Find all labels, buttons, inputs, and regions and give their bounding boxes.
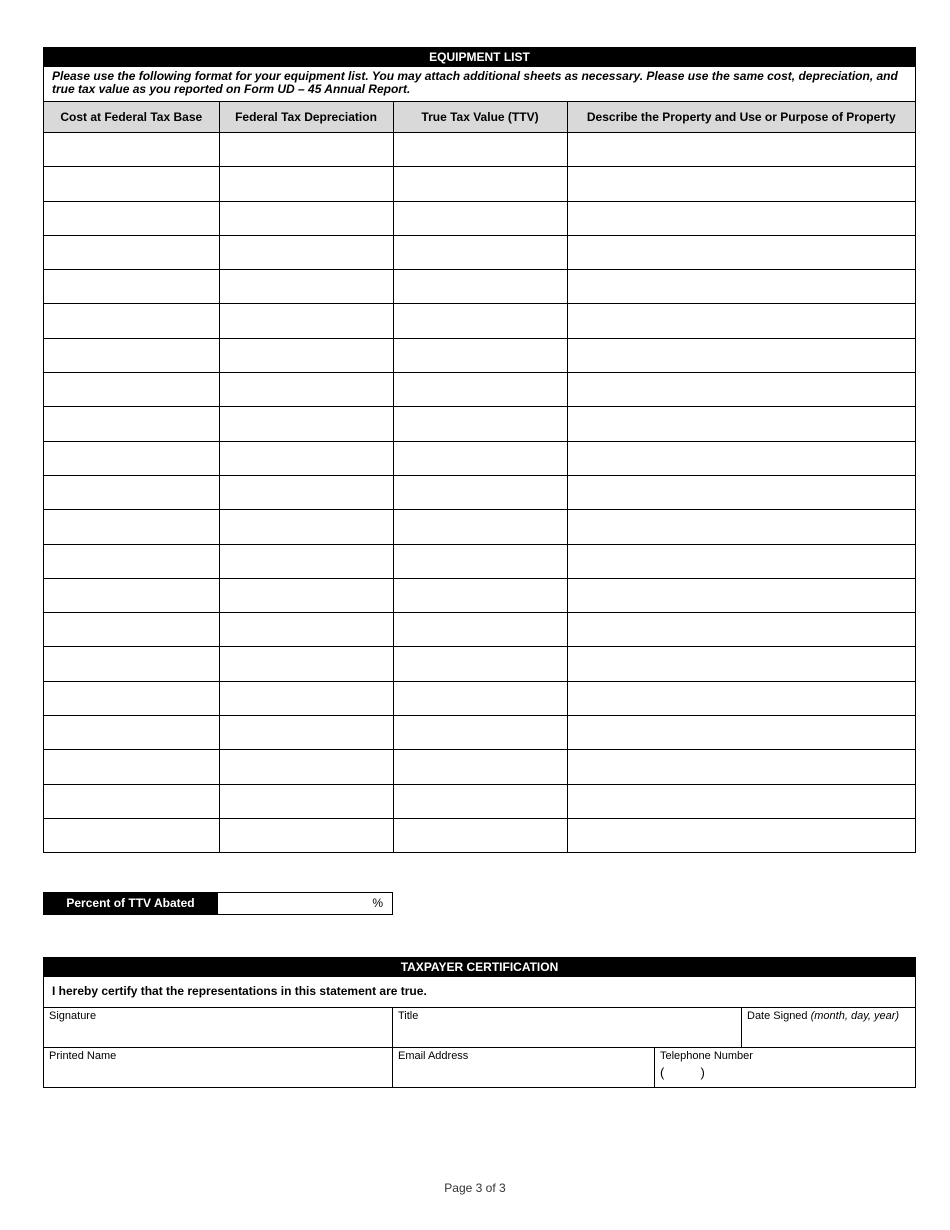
cost-cell[interactable] (44, 784, 219, 818)
column-header-description: Describe the Property and Use or Purpose of Property (567, 102, 915, 133)
ttv-cell[interactable] (393, 578, 567, 612)
cost-cell[interactable] (44, 475, 219, 509)
depreciation-cell[interactable] (219, 750, 393, 784)
description-cell[interactable] (567, 750, 915, 784)
description-cell[interactable] (567, 681, 915, 715)
depreciation-cell[interactable] (219, 716, 393, 750)
description-cell[interactable] (567, 304, 915, 338)
description-cell[interactable] (567, 201, 915, 235)
signature-label: Signature (49, 1010, 97, 1022)
date-signed-field[interactable] (741, 1008, 915, 1047)
equipment-list-title: EQUIPMENT LIST (44, 48, 915, 67)
ttv-cell[interactable] (393, 681, 567, 715)
certification-row-1 (44, 1008, 915, 1047)
printed-name-label: Printed Name (49, 1050, 117, 1062)
table-row (44, 373, 915, 407)
ttv-cell[interactable] (393, 750, 567, 784)
ttv-cell[interactable] (393, 784, 567, 818)
table-row (44, 750, 915, 784)
description-cell[interactable] (567, 716, 915, 750)
depreciation-cell[interactable] (219, 407, 393, 441)
column-header-ttv: True Tax Value (TTV) (393, 102, 567, 133)
table-row (44, 235, 915, 269)
cost-cell[interactable] (44, 338, 219, 372)
table-row (44, 681, 915, 715)
email-field[interactable] (392, 1048, 654, 1087)
cost-cell[interactable] (44, 818, 219, 852)
description-cell[interactable] (567, 818, 915, 852)
ttv-cell[interactable] (393, 647, 567, 681)
depreciation-cell[interactable] (219, 475, 393, 509)
ttv-cell[interactable] (393, 510, 567, 544)
table-row (44, 818, 915, 852)
table-row (44, 167, 915, 201)
depreciation-cell[interactable] (219, 270, 393, 304)
description-cell[interactable] (567, 407, 915, 441)
table-row (44, 475, 915, 509)
cost-cell[interactable] (44, 716, 219, 750)
depreciation-cell[interactable] (219, 681, 393, 715)
cost-cell[interactable] (44, 167, 219, 201)
table-row (44, 578, 915, 612)
table-row (44, 201, 915, 235)
description-cell[interactable] (567, 373, 915, 407)
ttv-cell[interactable] (393, 475, 567, 509)
equipment-list-instructions: Please use the following format for your equipment list. You may attach additional sheets as necessary. Please use the same cost, depreciation, and true tax value as you reported on Form UD – 45 Annual Report. (44, 67, 915, 102)
description-cell[interactable] (567, 441, 915, 475)
depreciation-cell[interactable] (219, 304, 393, 338)
percent-abated-row (43, 892, 393, 915)
cost-cell[interactable] (44, 510, 219, 544)
cost-cell[interactable] (44, 750, 219, 784)
date-format-hint: (month, day, year) (810, 1010, 900, 1022)
description-cell[interactable] (567, 544, 915, 578)
ttv-cell[interactable] (393, 407, 567, 441)
percent-abated-label: Percent of TTV Abated (43, 892, 218, 915)
depreciation-cell[interactable] (219, 373, 393, 407)
ttv-cell[interactable] (393, 441, 567, 475)
table-row (44, 784, 915, 818)
ttv-cell[interactable] (393, 270, 567, 304)
date-signed-label: Date Signed (747, 1010, 808, 1022)
table-row (44, 613, 915, 647)
depreciation-cell[interactable] (219, 613, 393, 647)
cost-cell[interactable] (44, 681, 219, 715)
ttv-cell[interactable] (393, 133, 567, 167)
cost-cell[interactable] (44, 578, 219, 612)
equipment-table (44, 102, 915, 852)
depreciation-cell[interactable] (219, 338, 393, 372)
cost-cell[interactable] (44, 407, 219, 441)
description-cell[interactable] (567, 475, 915, 509)
equipment-table-body (44, 133, 915, 853)
certification-title: TAXPAYER CERTIFICATION (44, 958, 915, 977)
cost-cell[interactable] (44, 647, 219, 681)
description-cell[interactable] (567, 784, 915, 818)
description-cell[interactable] (567, 167, 915, 201)
ttv-cell[interactable] (393, 716, 567, 750)
cost-cell[interactable] (44, 201, 219, 235)
equipment-list-section (43, 47, 916, 853)
area-code-parens: ( ) (660, 1065, 705, 1080)
description-cell[interactable] (567, 133, 915, 167)
depreciation-cell[interactable] (219, 578, 393, 612)
table-row (44, 270, 915, 304)
table-row (44, 510, 915, 544)
description-cell[interactable] (567, 647, 915, 681)
depreciation-cell[interactable] (219, 510, 393, 544)
description-cell[interactable] (567, 510, 915, 544)
ttv-cell[interactable] (393, 613, 567, 647)
page-number: Page 3 of 3 (444, 1181, 506, 1195)
cost-cell[interactable] (44, 544, 219, 578)
table-row (44, 441, 915, 475)
description-cell[interactable] (567, 338, 915, 372)
cost-cell[interactable] (44, 373, 219, 407)
description-cell[interactable] (567, 578, 915, 612)
table-row (44, 407, 915, 441)
ttv-cell[interactable] (393, 338, 567, 372)
description-cell[interactable] (567, 613, 915, 647)
depreciation-cell[interactable] (219, 167, 393, 201)
depreciation-cell[interactable] (219, 201, 393, 235)
percent-abated-field[interactable] (218, 892, 393, 915)
description-cell[interactable] (567, 235, 915, 269)
certification-row-2 (44, 1047, 915, 1087)
ttv-cell[interactable] (393, 235, 567, 269)
ttv-cell[interactable] (393, 304, 567, 338)
table-row (44, 544, 915, 578)
taxpayer-certification-section (43, 957, 916, 1088)
depreciation-cell[interactable] (219, 784, 393, 818)
cost-cell[interactable] (44, 304, 219, 338)
table-row (44, 304, 915, 338)
column-header-cost: Cost at Federal Tax Base (44, 102, 219, 133)
ttv-cell[interactable] (393, 544, 567, 578)
signature-field[interactable] (44, 1008, 392, 1047)
depreciation-cell[interactable] (219, 647, 393, 681)
table-row (44, 133, 915, 167)
percent-sign: % (372, 896, 383, 910)
telephone-field[interactable] (654, 1048, 915, 1087)
email-label: Email Address (398, 1050, 469, 1062)
title-field[interactable] (392, 1008, 741, 1047)
column-header-depreciation: Federal Tax Depreciation (219, 102, 393, 133)
depreciation-cell[interactable] (219, 818, 393, 852)
cost-cell[interactable] (44, 441, 219, 475)
description-cell[interactable] (567, 270, 915, 304)
printed-name-field[interactable] (44, 1048, 392, 1087)
depreciation-cell[interactable] (219, 235, 393, 269)
ttv-cell[interactable] (393, 373, 567, 407)
depreciation-cell[interactable] (219, 544, 393, 578)
title-label: Title (398, 1010, 419, 1022)
ttv-cell[interactable] (393, 818, 567, 852)
cost-cell[interactable] (44, 270, 219, 304)
cost-cell[interactable] (44, 133, 219, 167)
table-row (44, 647, 915, 681)
cost-cell[interactable] (44, 613, 219, 647)
depreciation-cell[interactable] (219, 133, 393, 167)
ttv-cell[interactable] (393, 201, 567, 235)
ttv-cell[interactable] (393, 167, 567, 201)
table-row (44, 716, 915, 750)
cost-cell[interactable] (44, 235, 219, 269)
depreciation-cell[interactable] (219, 441, 393, 475)
telephone-label: Telephone Number (660, 1050, 753, 1062)
certification-statement: I hereby certify that the representations in this statement are true. (44, 977, 915, 1008)
table-row (44, 338, 915, 372)
